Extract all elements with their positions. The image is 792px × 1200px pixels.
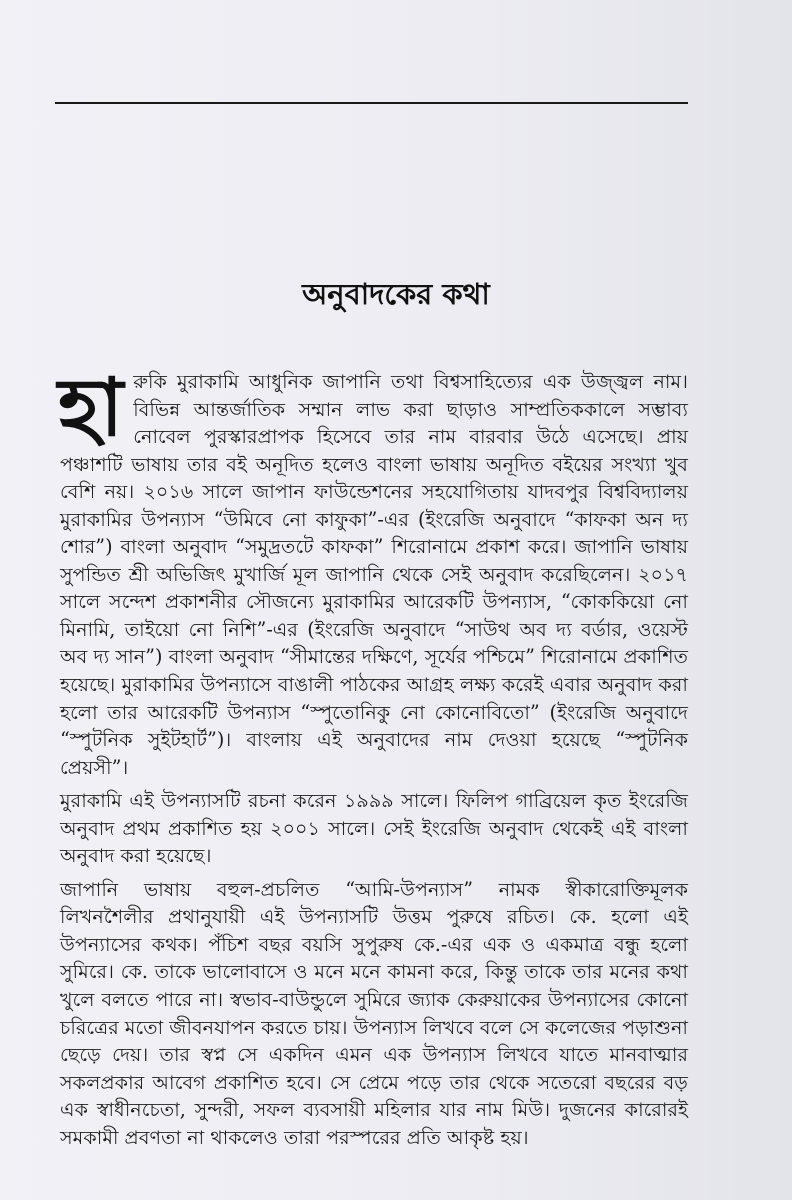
paragraph-2: মুরাকামি এই উপন্যাসটি রচনা করেন ১৯৯৯ সালে। ফিলিপ গাব্রিয়েল কৃত ইংরেজি অনুবাদ প্রথম প্রকাশিত হয় ২০০১ সালে। সেই ইংরেজি অনুবাদ থেকেই এই বাংলা অনুবাদ করা হয়েছে। (60, 789, 688, 868)
paragraph-1-text: রুকি মুরাকামি আধুনিক জাপানি তথা বিশ্বসাহিত্যের এক উজ্জ্বল নাম। বিভিন্ন আন্তর্জাতিক সম্মান লাভ করা ছাড়াও সাম্প্রতিককালে সম্ভাব্য নোবেল পুরস্কারপ্রাপক হিসেবে তার নাম বারবার উঠে এসেছে। প্রায় পঞ্চাশটি ভাষায় তার বই অনূদিত হলেও বাংলা ভাষায় অনূদিত বইয়ের সংখ্যা খুব বেশি নয়। ২০১৬ সালে জাপান ফাউন্ডেশনের সহযোগিতায় যাদবপুর বিশ্ববিদ্যালয় মুরাকামির উপন্যাস “উমিবে নো কাফুকা”-এর (ইংরেজি অনুবাদে “কাফকা অন দ্য শোর”) বাংলা অনুবাদ “সমুদ্রতটে কাফকা” শিরোনামে প্রকাশ করে। জাপানি ভাষায় সুপন্ডিত শ্রী অভিজিৎ মুখার্জি মূল জাপানি থেকে সেই অনুবাদ করেছিলেন। ২০১৭ সালে সন্দেশ প্রকাশনীর সৌজন্যে মুরাকামির আরেকটি উপন্যাস, “কোককিয়ো নো মিনামি, তাইয়ো নো নিশি”-এর (ইংরেজি অনুবাদে “সাউথ অব দ্য বর্ডার, ওয়েস্ট অব দ্য সান”) বাংলা অনুবাদ “সীমান্তের দক্ষিণে, সূর্যের পশ্চিমে” শিরোনামে প্রকাশিত হয়েছে। মুরাকামির উপন্যাসে বাঙালী পাঠকের আগ্রহ লক্ষ্য করেই এবার অনুবাদ করা হলো তার আরেকটি উপন্যাস “স্পুতোনিকু নো কোনোবিতো” (ইংরেজি অনুবাদে “স্পুটনিক সুইটহার্ট”)। বাংলায় এই অনুবাদের নাম দেওয়া হয়েছে “স্পুটনিক প্রেয়সী”। (60, 370, 688, 779)
paragraph-1 (58, 360, 688, 781)
drop-cap: হা (58, 360, 124, 454)
header-rule (55, 102, 688, 104)
body-text (58, 360, 688, 1151)
chapter-title: অনুবাদকের কথা (302, 277, 490, 311)
paragraph-3: জাপানি ভাষায় বহুল-প্রচলিত “আমি-উপন্যাস” নামক স্বীকারোক্তিমূলক লিখনশৈলীর প্রথানুযায়ী এই উপন্যাসটি উত্তম পুরুষে রচিত। কে. হলো এই উপন্যাসের কথক। পঁচিশ বছর বয়সি সুপুরুষ কে.-এর এক ও একমাত্র বন্ধু হলো সুমিরে। কে. তাকে ভালোবাসে ও মনে মনে কামনা করে, কিন্তু তাকে তার মনের কথা খুলে বলতে পারে না। স্বভাব-বাউন্ডুলে সুমিরে জ্যাক কেরুয়াকের উপন্যাসের কোনো চরিত্রের মতো জীবনযাপন করতে চায়। উপন্যাস লিখবে বলে সে কলেজের পড়াশুনা ছেড়ে দেয়। তার স্বপ্ন সে একদিন এমন এক উপন্যাস লিখবে যাতে মানবাত্মার সকলপ্রকার আবেগ প্রকাশিত হবে। সে প্রেমে পড়ে তার থেকে সতেরো বছরের বড় এক স্বাধীনচেতা, সুন্দরী, সফল ব্যবসায়ী মহিলার যার নাম মিউ। দুজনের কারোরই সমকামী প্রবণতা না থাকলেও তারা পরস্পরের প্রতি আকৃষ্ট হয়। (60, 877, 688, 1149)
